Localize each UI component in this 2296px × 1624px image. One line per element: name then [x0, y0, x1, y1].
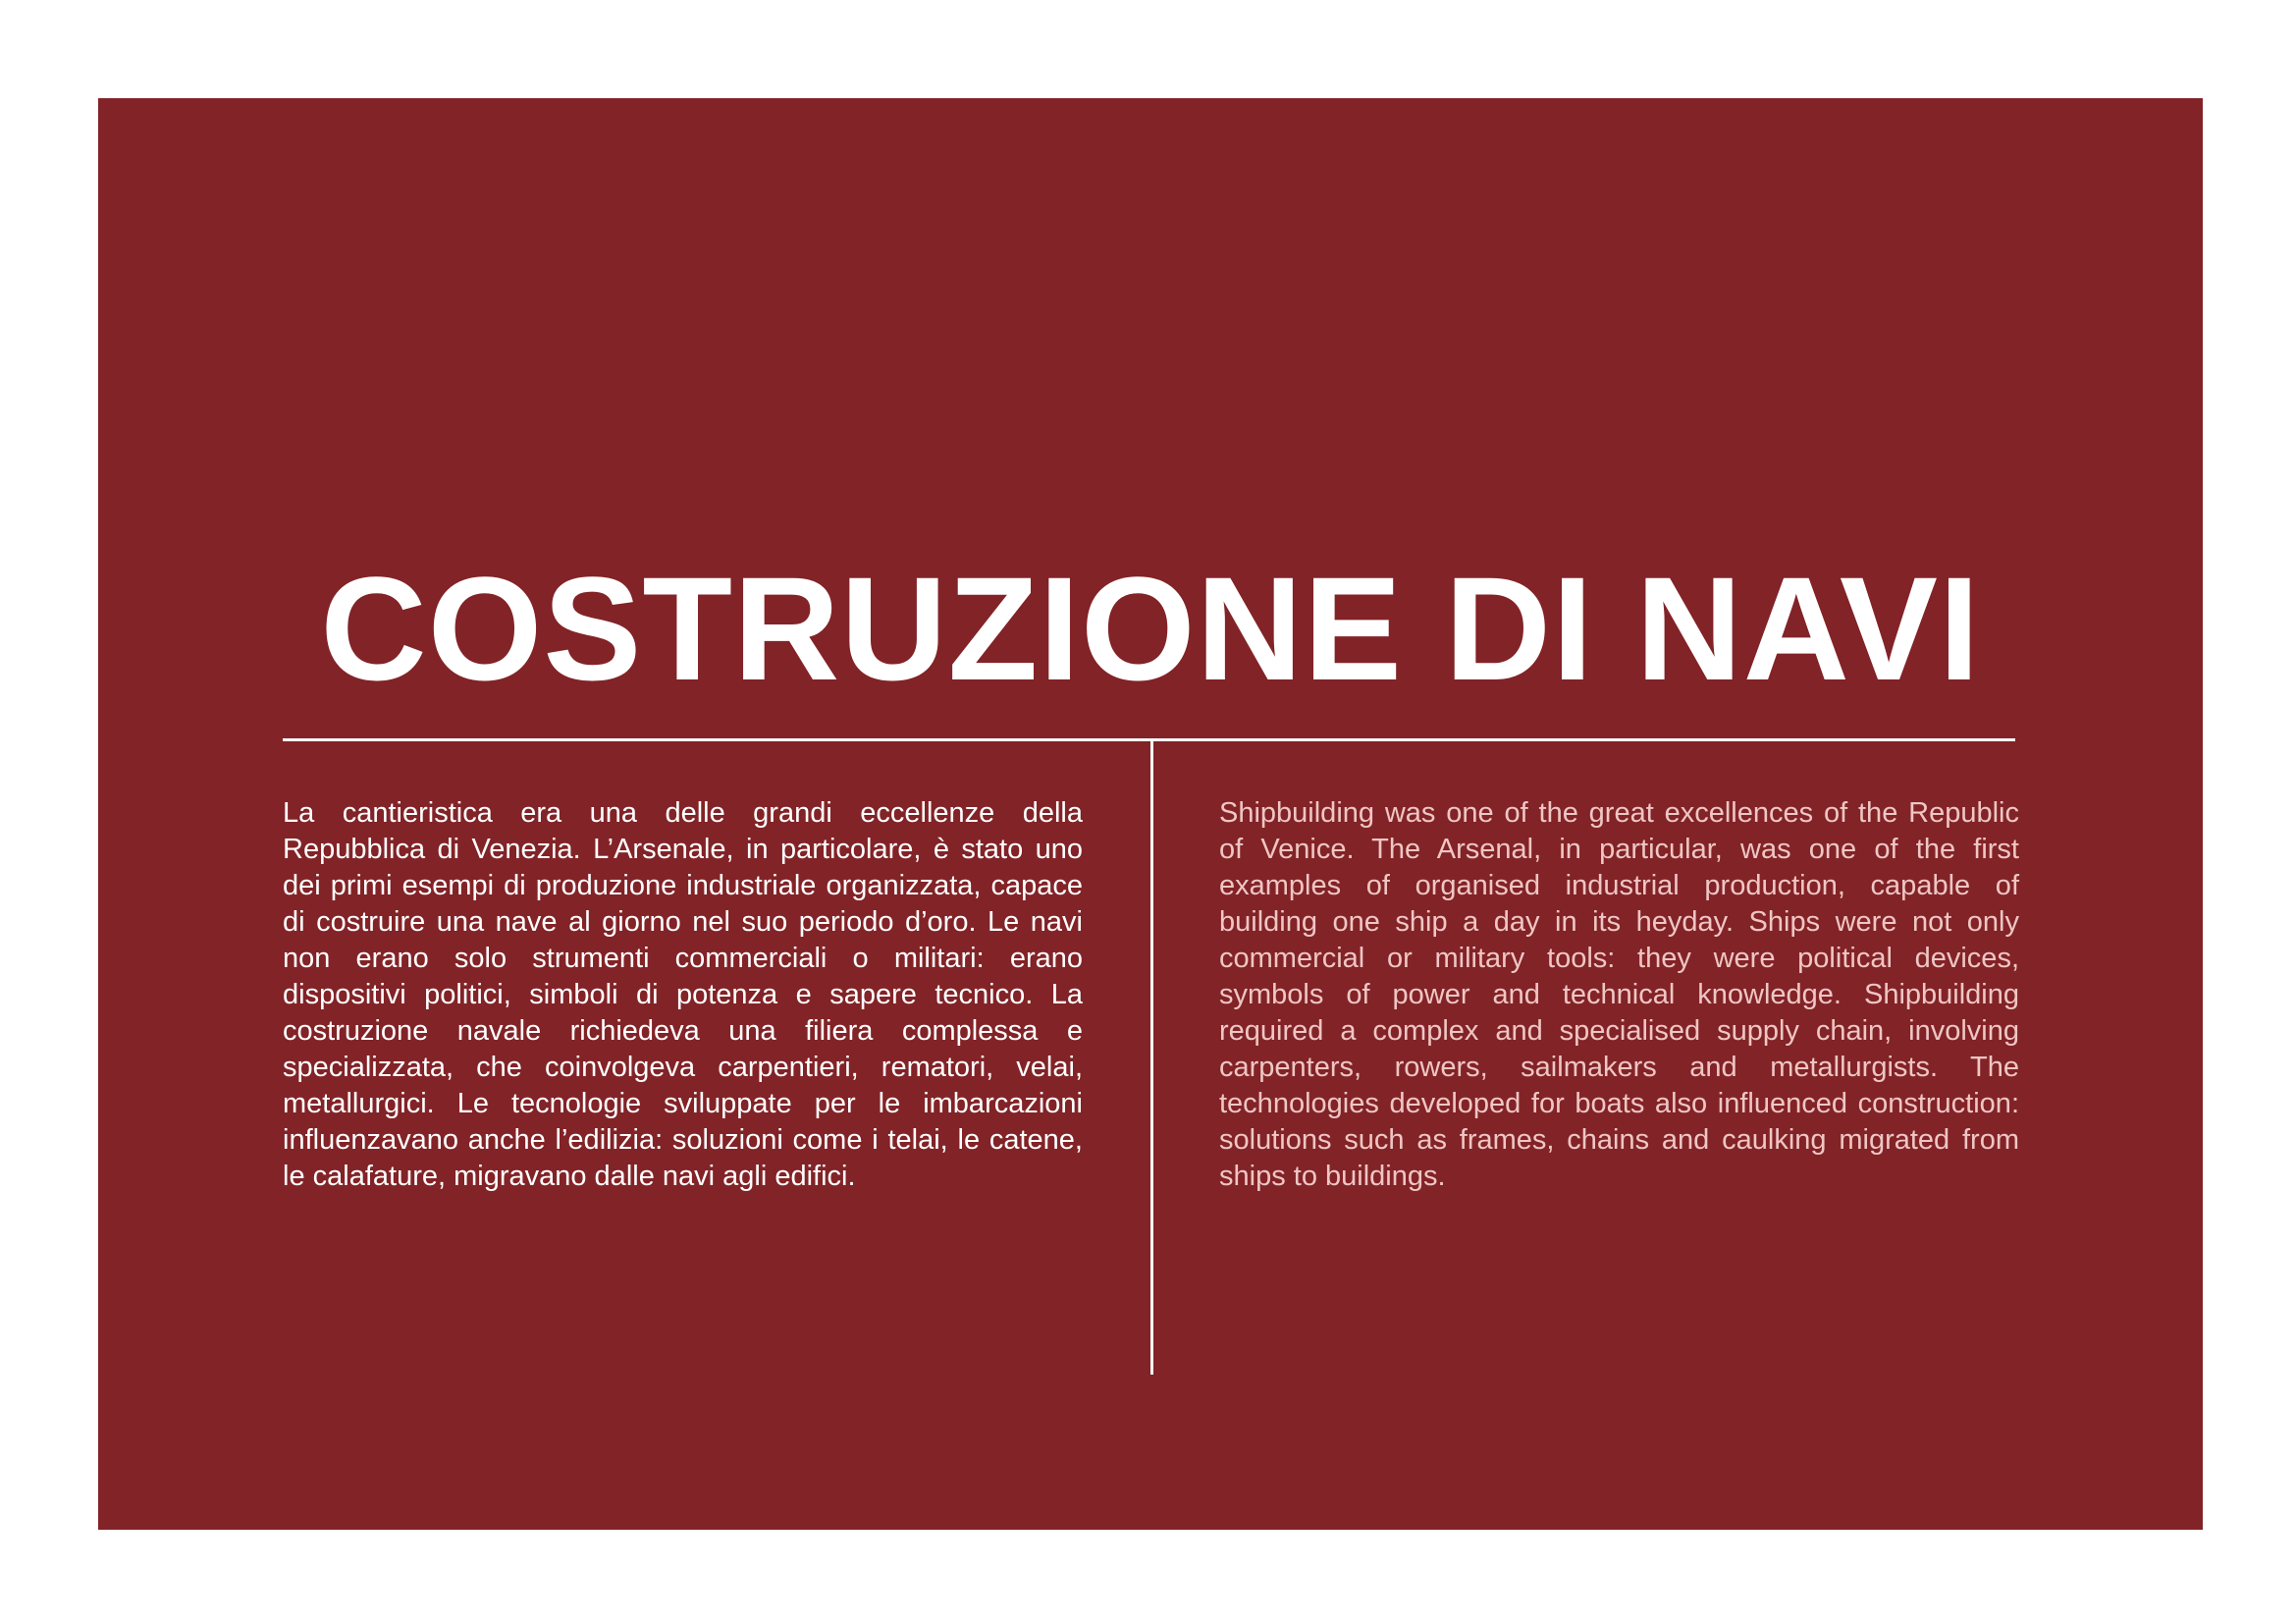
horizontal-divider [283, 738, 2015, 741]
content-panel [98, 98, 2203, 1530]
page-title: COSTRUZIONE DI NAVI [320, 546, 1981, 711]
english-text-column: Shipbuilding was one of the great excellences of the Republic of Venice. The Arsenal, in particular, was one of the first examples of organised industrial production, capable of building one ship a day in its heyday. Ships were not only commercial or military tools: they were political devices, symbols of power and technical knowledge. Shipbuilding required a complex and specialised supply chain, involving carpenters, rowers, sailmakers and metallurgists. The technologies developed for boats also influenced construction: solutions such as frames, chains and caulking migrated from ships to buildings. [1219, 797, 2019, 1192]
vertical-divider [1150, 741, 1153, 1375]
italian-text-column: La cantieristica era una delle grandi eccellenze della Repubblica di Venezia. L’Arsenale, in particolare, è stato uno dei primi esempi di produzione industriale organizzata, capace di costruire una nave al giorno nel suo periodo d’oro. Le navi non erano solo strumenti commerciali o militari: erano dispositivi politici, simboli di potenza e sapere tecnico. La costruzione navale richiedeva una filiera complessa e specializzata, che coinvolgeva carpentieri, rematori, velai, metallurgici. Le tecnologie sviluppate per le imbarcazioni influenzavano anche l’edilizia: soluzioni come i telai, le catene, le calafature, migravano dalle navi agli edifici. [283, 797, 1083, 1192]
